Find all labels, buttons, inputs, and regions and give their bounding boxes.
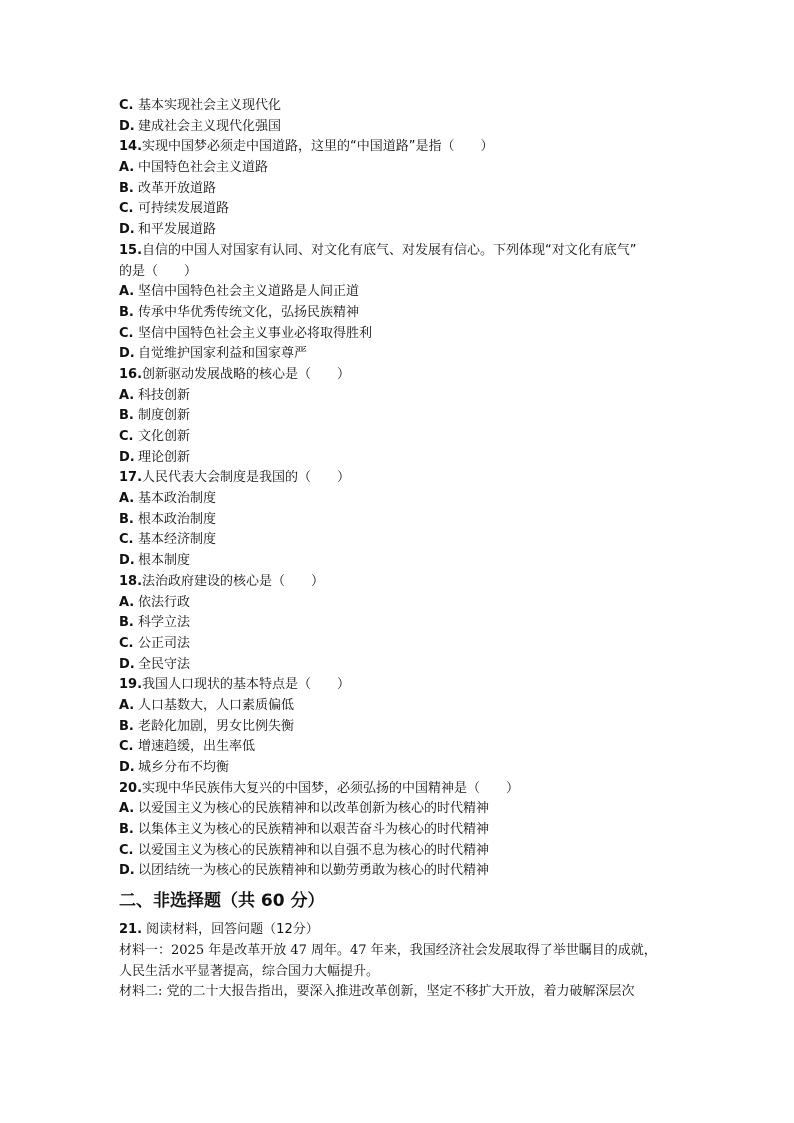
material-1-line-2: 人民生活水平显著提高，综合国力大幅提升。 <box>119 963 380 979</box>
option-19-c: C. 增速趋缓，出生率低 <box>119 739 256 755</box>
option-19-b: B. 老龄化加剧，男女比例失衡 <box>119 718 295 734</box>
option-15-c: C. 坚信中国特色社会主义事业必将取得胜利 <box>119 325 373 341</box>
option-20-c: C. 以爱国主义为核心的民族精神和以自强不息为核心的时代精神 <box>119 842 490 858</box>
option-18-d: D. 全民守法 <box>119 656 191 672</box>
question-21-block <box>119 920 681 1003</box>
option-13-d: D. 建成社会主义现代化强国 <box>119 118 282 134</box>
option-20-b: B. 以集体主义为核心的民族精神和以艰苦奋斗为核心的时代精神 <box>119 822 490 838</box>
question-16-stem: 16.创新驱动发展战略的核心是（ ） <box>119 366 351 382</box>
option-20-a: A. 以爱国主义为核心的民族精神和以改革创新为核心的时代精神 <box>119 801 490 817</box>
option-15-b: B. 传承中华优秀传统文化，弘扬民族精神 <box>119 304 360 320</box>
option-14-a: A. 中国特色社会主义道路 <box>119 160 269 176</box>
option-17-b: B. 根本政治制度 <box>119 511 217 527</box>
content-column <box>119 96 681 1003</box>
question-15-stem: 15.自信的中国人对国家有认同、对文化有底气、对发展有信心。下列体现“对文化有底气” <box>119 242 637 258</box>
option-18-a: A. 依法行政 <box>119 594 191 610</box>
question-21-stem: 21. 阅读材料，回答问题（12分） <box>119 922 319 938</box>
option-18-c: C. 公正司法 <box>119 635 191 651</box>
option-14-b: B. 改革开放道路 <box>119 180 217 196</box>
option-15-d: D. 自觉维护国家利益和国家尊严 <box>119 346 308 362</box>
option-19-a: A. 人口基数大，人口素质偏低 <box>119 697 295 713</box>
question-18-stem: 18.法治政府建设的核心是（ ） <box>119 573 325 589</box>
option-16-a: A. 科技创新 <box>119 387 191 403</box>
question-20-stem: 20.实现中华民族伟大复兴的中国梦，必须弘扬的中国精神是（ ） <box>119 780 520 796</box>
option-16-d: D. 理论创新 <box>119 449 191 465</box>
option-15-a: A. 坚信中国特色社会主义道路是人间正道 <box>119 284 360 300</box>
question-15-stem-cont: 的是（ ） <box>119 263 198 279</box>
material-1-line-1: 材料一：2025 年是改革开放 47 周年。47 年来，我国经济社会发展取得了举世瞩目的成就， <box>119 942 657 958</box>
option-13-c: C. 基本实现社会主义现代化 <box>119 98 282 113</box>
section-title-non-choice: 二、非选择题（共 60 分） <box>119 891 325 912</box>
option-14-d: D. 和平发展道路 <box>119 222 217 238</box>
option-18-b: B. 科学立法 <box>119 615 191 631</box>
question-19-stem: 19.我国人口现状的基本特点是（ ） <box>119 677 351 693</box>
option-20-d: D. 以团结统一为核心的民族精神和以勤劳勇敢为核心的时代精神 <box>119 863 490 879</box>
option-19-d: D. 城乡分布不均衡 <box>119 760 230 775</box>
material-2-line-1: 材料二: 党的二十大报告指出，要深入推进改革创新，坚定不移扩大开放，着力破解深层次 <box>119 984 635 1000</box>
question-14-stem: 14.实现中国梦必须走中国道路，这里的“中国道路”是指（ ） <box>119 139 494 155</box>
option-17-a: A. 基本政治制度 <box>119 491 217 507</box>
option-16-b: B. 制度创新 <box>119 408 191 424</box>
option-17-c: C. 基本经济制度 <box>119 532 217 548</box>
option-17-d: D. 根本制度 <box>119 553 191 569</box>
option-14-c: C. 可持续发展道路 <box>119 201 230 217</box>
question-17-stem: 17.人民代表大会制度是我国的（ ） <box>119 470 351 486</box>
option-16-c: C. 文化创新 <box>119 429 191 444</box>
